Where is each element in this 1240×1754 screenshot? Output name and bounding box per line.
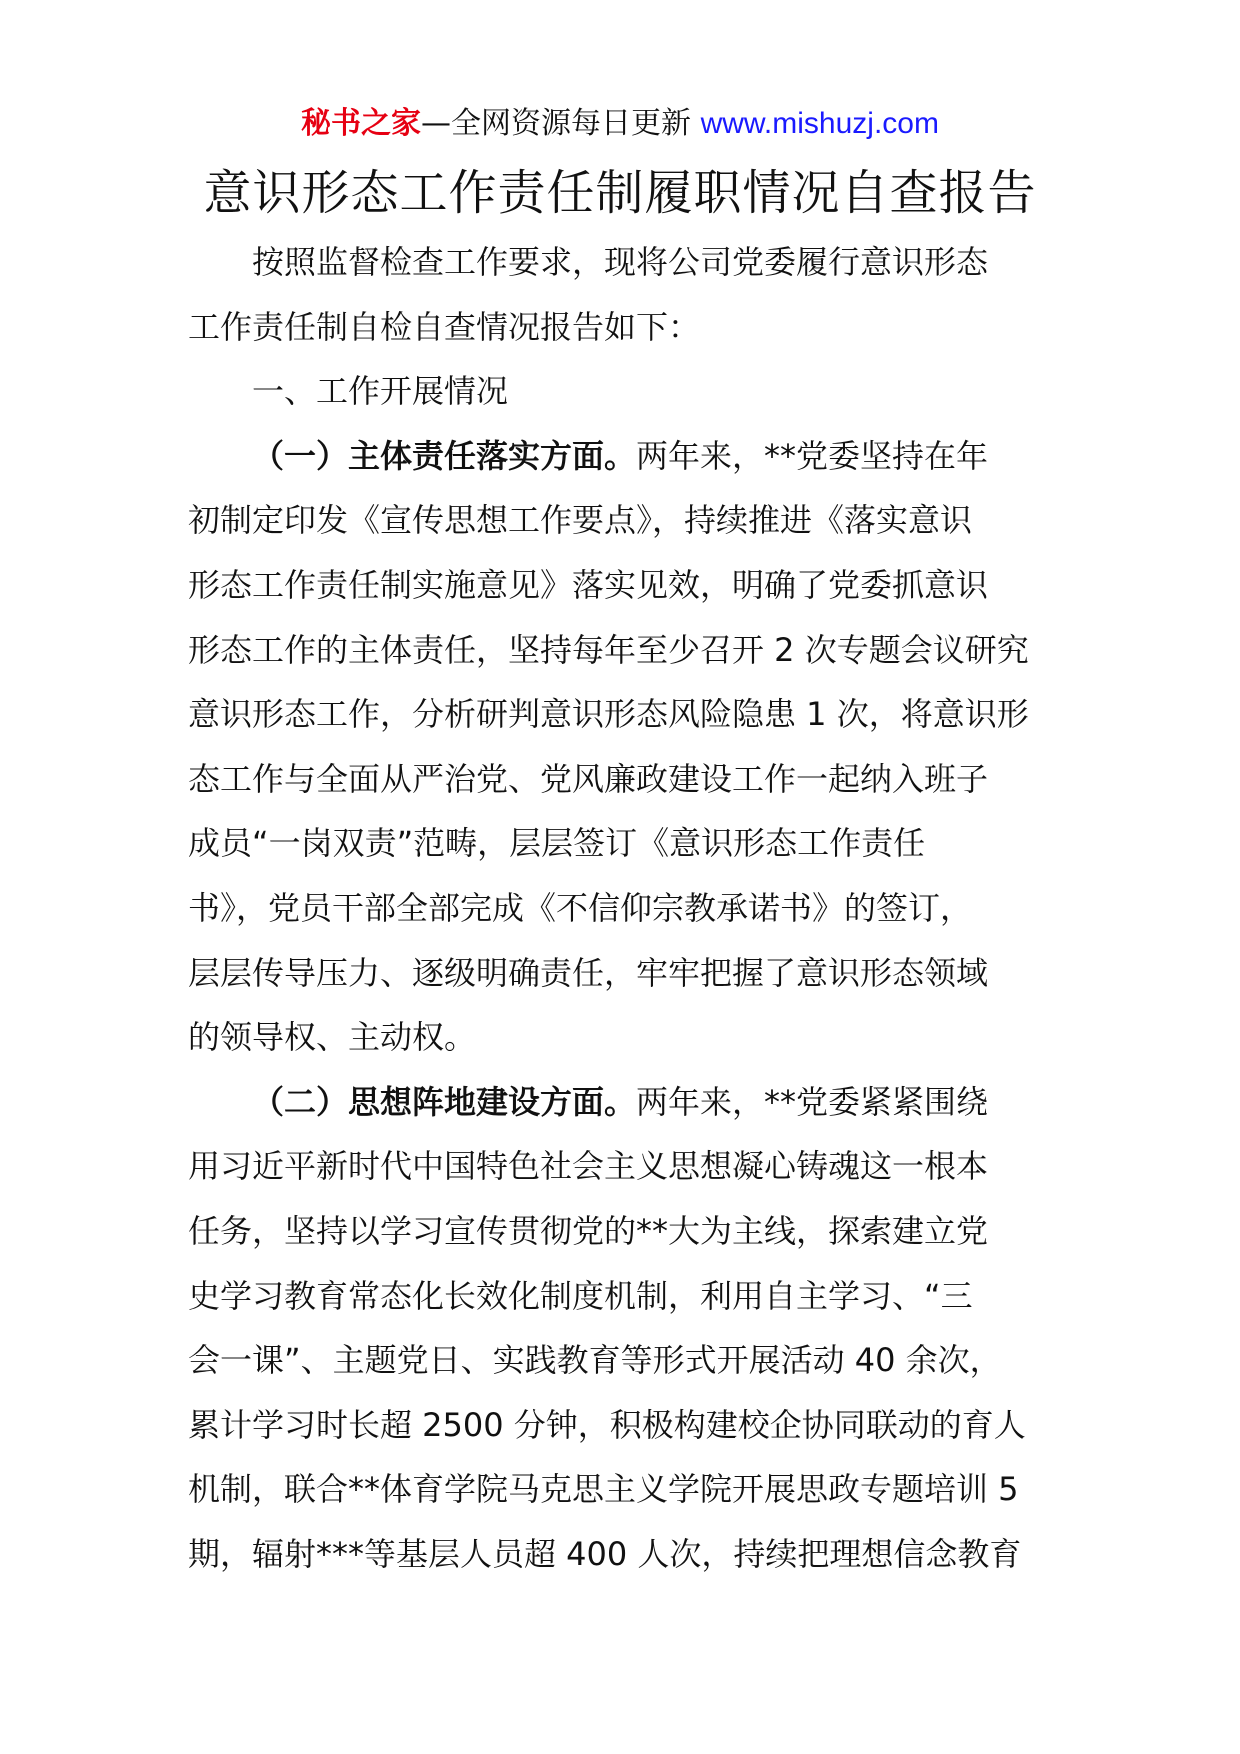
- site-url-link[interactable]: www.mishuzj.com: [700, 107, 939, 140]
- body-line: 书》，党员干部全部完成《不信仰宗教承诺书》的签订，: [188, 888, 973, 927]
- body-line: 会一课”、主题党日、实践教育等形式开展活动 40 余次，: [188, 1341, 1002, 1380]
- site-header: [0, 102, 1240, 146]
- paragraph-lead-bold: （一）主体责任落实方面。: [252, 436, 637, 475]
- body-line: 的领导权、主动权。: [188, 1018, 477, 1057]
- body-line: 意识形态工作，分析研判意识形态风险隐患 1 次，将意识形: [188, 695, 1029, 734]
- body-line: 按照监督检查工作要求，现将公司党委履行意识形态: [252, 243, 989, 281]
- brand-name: 秘书之家: [301, 106, 422, 141]
- body-line: 成员“一岗双责”范畴，层层签订《意识形态工作责任: [188, 824, 926, 863]
- section-heading: 一、工作开展情况: [252, 372, 509, 411]
- body-line: 层层传导压力、逐级明确责任，牢牢把握了意识形态领域: [188, 953, 989, 992]
- document-title: 意识形态工作责任制履职情况自查报告: [203, 165, 1037, 221]
- body-line: 机制，联合**体育学院马克思主义学院开展思政专题培训 5: [188, 1470, 1019, 1509]
- body-line: 累计学习时长超 2500 分钟，积极构建校企协同联动的育人: [188, 1405, 1026, 1444]
- body-line: 史学习教育常态化长效化制度机制，利用自主学习、“三: [188, 1276, 973, 1315]
- document-body: [188, 230, 1068, 1586]
- paragraph-lead-line: [188, 424, 1068, 489]
- body-line: 用习近平新时代中国特色社会主义思想凝心铸魂这一根本: [188, 1147, 989, 1186]
- header-slogan: —全网资源每日更新: [421, 106, 692, 141]
- paragraph-lead-rest: 两年来，**党委紧紧围绕: [636, 1082, 989, 1121]
- paragraph-lead-bold: （二）思想阵地建设方面。: [252, 1082, 637, 1121]
- paragraph-lead-line: [188, 1070, 1068, 1135]
- body-line: 任务，坚持以学习宣传贯彻党的**大为主线，探索建立党: [188, 1211, 989, 1250]
- body-line: 形态工作责任制实施意见》落实见效，明确了党委抓意识: [188, 565, 989, 604]
- paragraph-lead-rest: 两年来，**党委坚持在年: [636, 436, 989, 475]
- body-line: 期，辐射***等基层人员超 400 人次，持续把理想信念教育: [188, 1534, 1022, 1573]
- body-line: 工作责任制自检自查情况报告如下：: [188, 307, 701, 346]
- body-line: 初制定印发《宣传思想工作要点》，持续推进《落实意识: [188, 501, 973, 540]
- body-line: 形态工作的主体责任，坚持每年至少召开 2 次专题会议研究: [188, 630, 1029, 669]
- body-line: 态工作与全面从严治党、党风廉政建设工作一起纳入班子: [188, 759, 989, 798]
